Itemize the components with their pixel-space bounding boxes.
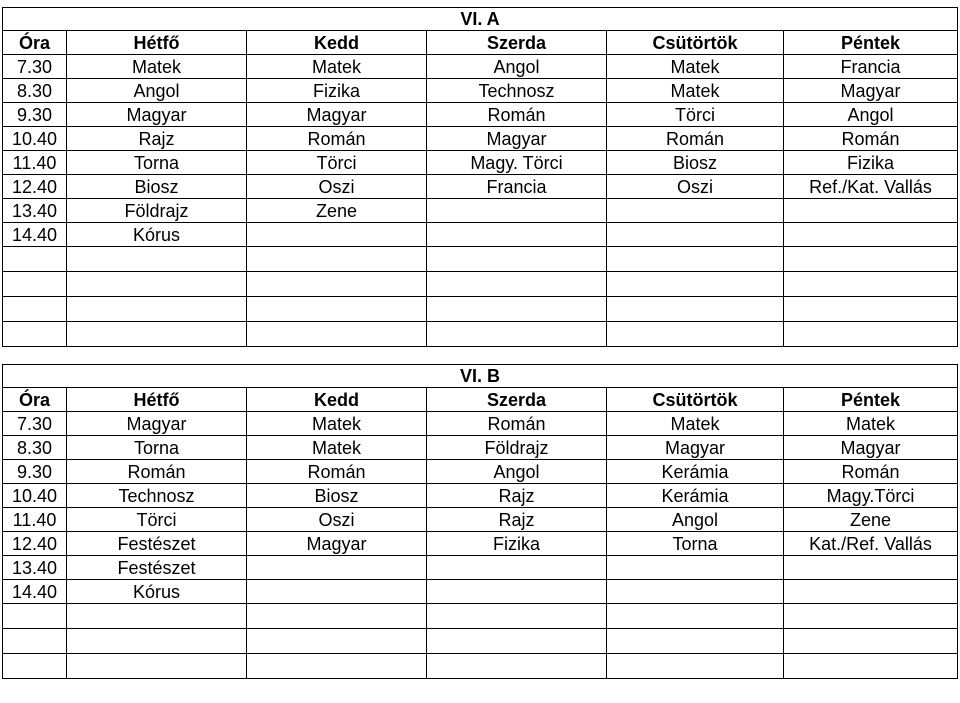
subject-cell xyxy=(784,322,958,347)
table-row xyxy=(3,436,958,460)
subject-cell: Torna xyxy=(67,436,247,460)
time-cell: 14.40 xyxy=(3,580,67,604)
subject-cell xyxy=(427,654,607,679)
subject-cell: Ref./Kat. Vallás xyxy=(784,175,958,199)
table-row xyxy=(3,247,958,272)
time-cell: 14.40 xyxy=(3,223,67,247)
subject-cell xyxy=(247,247,427,272)
table-row xyxy=(3,297,958,322)
subject-cell xyxy=(607,556,784,580)
subject-cell: Román xyxy=(784,460,958,484)
subject-cell xyxy=(607,272,784,297)
table-row xyxy=(3,175,958,199)
subject-cell: Biosz xyxy=(67,175,247,199)
subject-cell: Magyar xyxy=(427,127,607,151)
subject-cell xyxy=(784,223,958,247)
subject-cell: Rajz xyxy=(427,484,607,508)
subject-cell xyxy=(607,322,784,347)
subject-cell: Törci xyxy=(67,508,247,532)
subject-cell xyxy=(784,247,958,272)
time-cell: 10.40 xyxy=(3,484,67,508)
subject-cell: Román xyxy=(607,127,784,151)
table-row xyxy=(3,199,958,223)
time-cell xyxy=(3,604,67,629)
header-cell-kedd: Kedd xyxy=(247,31,427,55)
subject-cell xyxy=(247,604,427,629)
subject-cell: Román xyxy=(427,103,607,127)
subject-cell: Fizika xyxy=(427,532,607,556)
time-cell: 13.40 xyxy=(3,556,67,580)
subject-cell: Matek xyxy=(67,55,247,79)
subject-cell xyxy=(427,272,607,297)
subject-cell xyxy=(607,199,784,223)
subject-cell: Törci xyxy=(607,103,784,127)
table-row xyxy=(3,629,958,654)
subject-cell: Oszi xyxy=(607,175,784,199)
header-cell-ora: Óra xyxy=(3,388,67,412)
time-cell: 11.40 xyxy=(3,508,67,532)
subject-cell: Földrajz xyxy=(67,199,247,223)
table-row xyxy=(3,484,958,508)
header-cell-csutortok: Csütörtök xyxy=(607,388,784,412)
header-cell-szerda: Szerda xyxy=(427,31,607,55)
time-cell xyxy=(3,322,67,347)
subject-cell xyxy=(607,580,784,604)
table-row xyxy=(3,322,958,347)
subject-cell: Biosz xyxy=(607,151,784,175)
subject-cell xyxy=(247,556,427,580)
subject-cell xyxy=(427,247,607,272)
subject-cell: Törci xyxy=(247,151,427,175)
subject-cell xyxy=(784,604,958,629)
header-cell-csutortok: Csütörtök xyxy=(607,31,784,55)
time-cell: 8.30 xyxy=(3,79,67,103)
subject-cell: Festészet xyxy=(67,532,247,556)
time-cell xyxy=(3,629,67,654)
table-row xyxy=(3,654,958,679)
subject-cell: Festészet xyxy=(67,556,247,580)
subject-cell: Angol xyxy=(607,508,784,532)
table-row xyxy=(3,151,958,175)
header-row xyxy=(3,388,958,412)
subject-cell: Matek xyxy=(607,55,784,79)
subject-cell xyxy=(427,223,607,247)
subject-cell xyxy=(784,199,958,223)
subject-cell: Kerámia xyxy=(607,484,784,508)
subject-cell xyxy=(247,297,427,322)
subject-cell xyxy=(427,604,607,629)
subject-cell: Francia xyxy=(427,175,607,199)
subject-cell: Rajz xyxy=(427,508,607,532)
time-cell: 10.40 xyxy=(3,127,67,151)
subject-cell xyxy=(784,556,958,580)
subject-cell xyxy=(67,322,247,347)
time-cell xyxy=(3,654,67,679)
subject-cell: Matek xyxy=(607,412,784,436)
subject-cell xyxy=(67,604,247,629)
subject-cell: Magyar xyxy=(784,436,958,460)
subject-cell: Magyar xyxy=(247,103,427,127)
subject-cell: Román xyxy=(67,460,247,484)
time-cell: 7.30 xyxy=(3,412,67,436)
schedule-table-6a xyxy=(2,7,958,347)
subject-cell xyxy=(247,629,427,654)
header-cell-hetfo: Hétfő xyxy=(67,31,247,55)
time-cell: 13.40 xyxy=(3,199,67,223)
subject-cell xyxy=(247,580,427,604)
subject-cell: Biosz xyxy=(247,484,427,508)
header-cell-kedd: Kedd xyxy=(247,388,427,412)
subject-cell xyxy=(784,629,958,654)
subject-cell xyxy=(247,272,427,297)
subject-cell xyxy=(607,654,784,679)
subject-cell: Kórus xyxy=(67,223,247,247)
subject-cell: Matek xyxy=(607,79,784,103)
time-cell xyxy=(3,297,67,322)
subject-cell: Zene xyxy=(784,508,958,532)
time-cell: 9.30 xyxy=(3,103,67,127)
subject-cell xyxy=(784,654,958,679)
subject-cell: Matek xyxy=(247,436,427,460)
subject-cell xyxy=(607,604,784,629)
table-row xyxy=(3,127,958,151)
table-row xyxy=(3,460,958,484)
time-cell: 9.30 xyxy=(3,460,67,484)
subject-cell: Technosz xyxy=(67,484,247,508)
subject-cell: Torna xyxy=(607,532,784,556)
subject-cell xyxy=(67,654,247,679)
table-row xyxy=(3,412,958,436)
subject-cell xyxy=(784,580,958,604)
subject-cell xyxy=(427,556,607,580)
subject-cell: Angol xyxy=(427,460,607,484)
subject-cell: Francia xyxy=(784,55,958,79)
subject-cell: Román xyxy=(247,460,427,484)
subject-cell: Kerámia xyxy=(607,460,784,484)
subject-cell: Angol xyxy=(67,79,247,103)
subject-cell: Magy.Törci xyxy=(784,484,958,508)
subject-cell xyxy=(427,580,607,604)
table-row xyxy=(3,604,958,629)
time-cell xyxy=(3,272,67,297)
subject-cell xyxy=(247,223,427,247)
subject-cell: Fizika xyxy=(784,151,958,175)
subject-cell: Magyar xyxy=(247,532,427,556)
class-title: VI. A xyxy=(3,8,958,31)
table-row xyxy=(3,79,958,103)
subject-cell: Földrajz xyxy=(427,436,607,460)
subject-cell xyxy=(784,297,958,322)
subject-cell: Magyar xyxy=(67,103,247,127)
subject-cell: Technosz xyxy=(427,79,607,103)
table-row xyxy=(3,272,958,297)
subject-cell: Matek xyxy=(247,412,427,436)
table-row xyxy=(3,103,958,127)
table-row xyxy=(3,532,958,556)
subject-cell xyxy=(67,629,247,654)
table-row xyxy=(3,55,958,79)
subject-cell: Kórus xyxy=(67,580,247,604)
header-cell-pentek: Péntek xyxy=(784,388,958,412)
schedule-table-6b xyxy=(2,364,958,679)
header-cell-szerda: Szerda xyxy=(427,388,607,412)
subject-cell: Fizika xyxy=(247,79,427,103)
time-cell: 11.40 xyxy=(3,151,67,175)
subject-cell: Torna xyxy=(67,151,247,175)
time-cell: 12.40 xyxy=(3,532,67,556)
subject-cell: Zene xyxy=(247,199,427,223)
subject-cell xyxy=(427,322,607,347)
subject-cell xyxy=(67,272,247,297)
subject-cell: Román xyxy=(427,412,607,436)
subject-cell xyxy=(67,247,247,272)
subject-cell: Oszi xyxy=(247,175,427,199)
subject-cell: Matek xyxy=(247,55,427,79)
subject-cell: Oszi xyxy=(247,508,427,532)
subject-cell: Kat./Ref. Vallás xyxy=(784,532,958,556)
subject-cell: Rajz xyxy=(67,127,247,151)
subject-cell: Román xyxy=(784,127,958,151)
table-row xyxy=(3,556,958,580)
subject-cell: Magyar xyxy=(784,79,958,103)
subject-cell: Román xyxy=(247,127,427,151)
subject-cell xyxy=(784,272,958,297)
time-cell: 7.30 xyxy=(3,55,67,79)
table-row xyxy=(3,508,958,532)
time-cell: 8.30 xyxy=(3,436,67,460)
subject-cell xyxy=(607,247,784,272)
table-row xyxy=(3,223,958,247)
subject-cell xyxy=(607,629,784,654)
subject-cell xyxy=(67,297,247,322)
class-title: VI. B xyxy=(3,365,958,388)
subject-cell: Angol xyxy=(427,55,607,79)
subject-cell: Magyar xyxy=(607,436,784,460)
table-row xyxy=(3,580,958,604)
header-cell-pentek: Péntek xyxy=(784,31,958,55)
header-cell-hetfo: Hétfő xyxy=(67,388,247,412)
subject-cell xyxy=(247,322,427,347)
header-cell-ora: Óra xyxy=(3,31,67,55)
subject-cell xyxy=(427,297,607,322)
time-cell xyxy=(3,247,67,272)
subject-cell xyxy=(247,654,427,679)
subject-cell xyxy=(607,297,784,322)
subject-cell xyxy=(427,199,607,223)
subject-cell: Angol xyxy=(784,103,958,127)
time-cell: 12.40 xyxy=(3,175,67,199)
subject-cell: Matek xyxy=(784,412,958,436)
subject-cell xyxy=(607,223,784,247)
subject-cell: Magyar xyxy=(67,412,247,436)
header-row xyxy=(3,31,958,55)
subject-cell: Magy. Törci xyxy=(427,151,607,175)
subject-cell xyxy=(427,629,607,654)
